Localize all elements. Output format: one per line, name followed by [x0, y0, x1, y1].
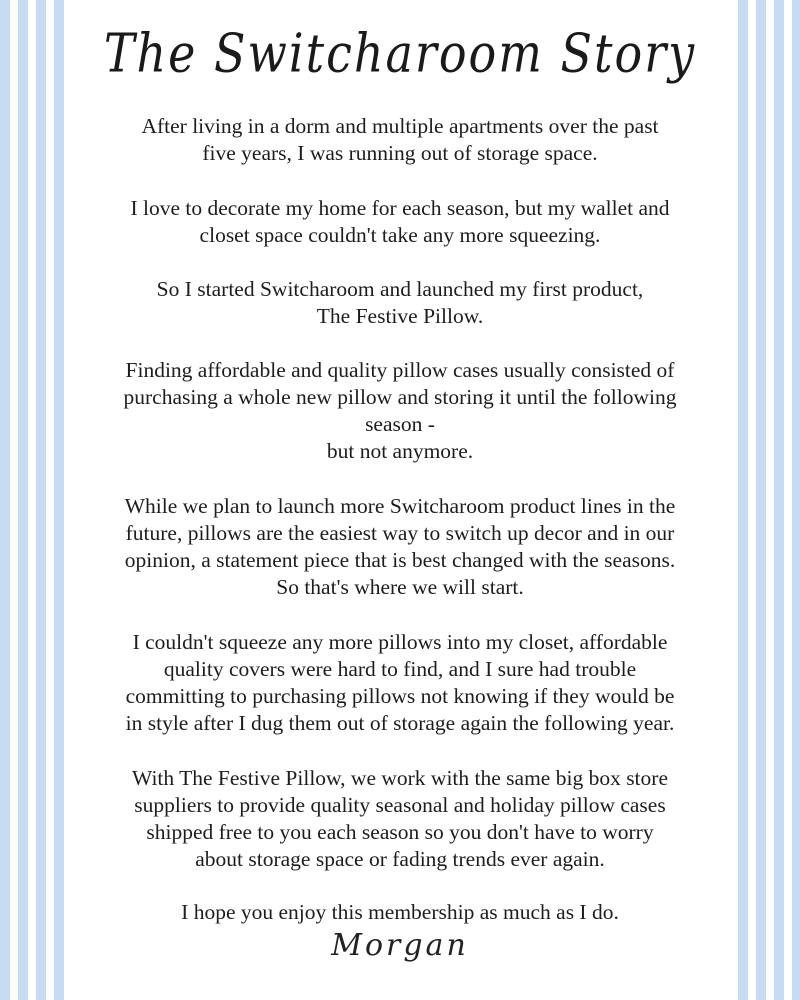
paragraph-line: I hope you enjoy this membership as much as I do. [181, 900, 619, 924]
paragraph-line: I couldn't squeeze any more pillows into my closet, affordable [132, 630, 668, 654]
paragraph-line: While we plan to launch more Switcharoom product lines in the [124, 494, 676, 518]
paragraph-line: about storage space or fading trends ever again. [195, 847, 605, 871]
paragraph-line: So that's where we will start. [276, 575, 524, 599]
signature: Morgan [331, 928, 469, 963]
paragraph-line: suppliers to provide quality seasonal and holiday pillow cases [134, 793, 666, 817]
paragraph-closing [75, 899, 725, 926]
paragraph-line: future, pillows are the easiest way to switch up decor and in our [125, 521, 675, 545]
paragraph-line: With The Festive Pillow, we work with the same big box store [132, 766, 668, 790]
paragraph-line: Finding affordable and quality pillow cases usually consisted of [125, 358, 675, 382]
paragraph-line: So I started Switcharoom and launched my first product, [156, 277, 644, 301]
paragraph-line: purchasing a whole new pillow and storing it until the following [123, 385, 677, 409]
paragraph-line: quality covers were hard to find, and I sure had trouble [163, 657, 637, 681]
paragraph-closet [75, 629, 725, 737]
paragraph-line: I love to decorate my home for each season, but my wallet and [130, 196, 670, 220]
paragraph-finding [75, 357, 725, 465]
paragraph-line: committing to purchasing pillows not knowing if they would be [125, 684, 675, 708]
paragraph-line: opinion, a statement piece that is best changed with the seasons. [124, 548, 676, 572]
paragraph-line: season - [365, 412, 435, 436]
paragraph-festive-pillow [75, 765, 725, 873]
page-title: The Switcharoom Story [103, 22, 697, 85]
paragraph-decorate [75, 195, 725, 249]
paragraph-line: The Festive Pillow. [316, 304, 484, 328]
paragraph-line: closet space couldn't take any more squeezing. [199, 223, 601, 247]
paragraph-line: After living in a dorm and multiple apartments over the past [141, 114, 659, 138]
paragraph-line: five years, I was running out of storage space. [202, 141, 598, 165]
paragraph-line: but not anymore. [326, 439, 474, 463]
paragraph-line: shipped free to you each season so you don't have to worry [146, 820, 654, 844]
paragraph-storage [75, 113, 725, 167]
paragraph-started [75, 276, 725, 330]
paragraph-line: in style after I dug them out of storage again the following year. [125, 711, 675, 735]
paragraph-future [75, 493, 725, 601]
